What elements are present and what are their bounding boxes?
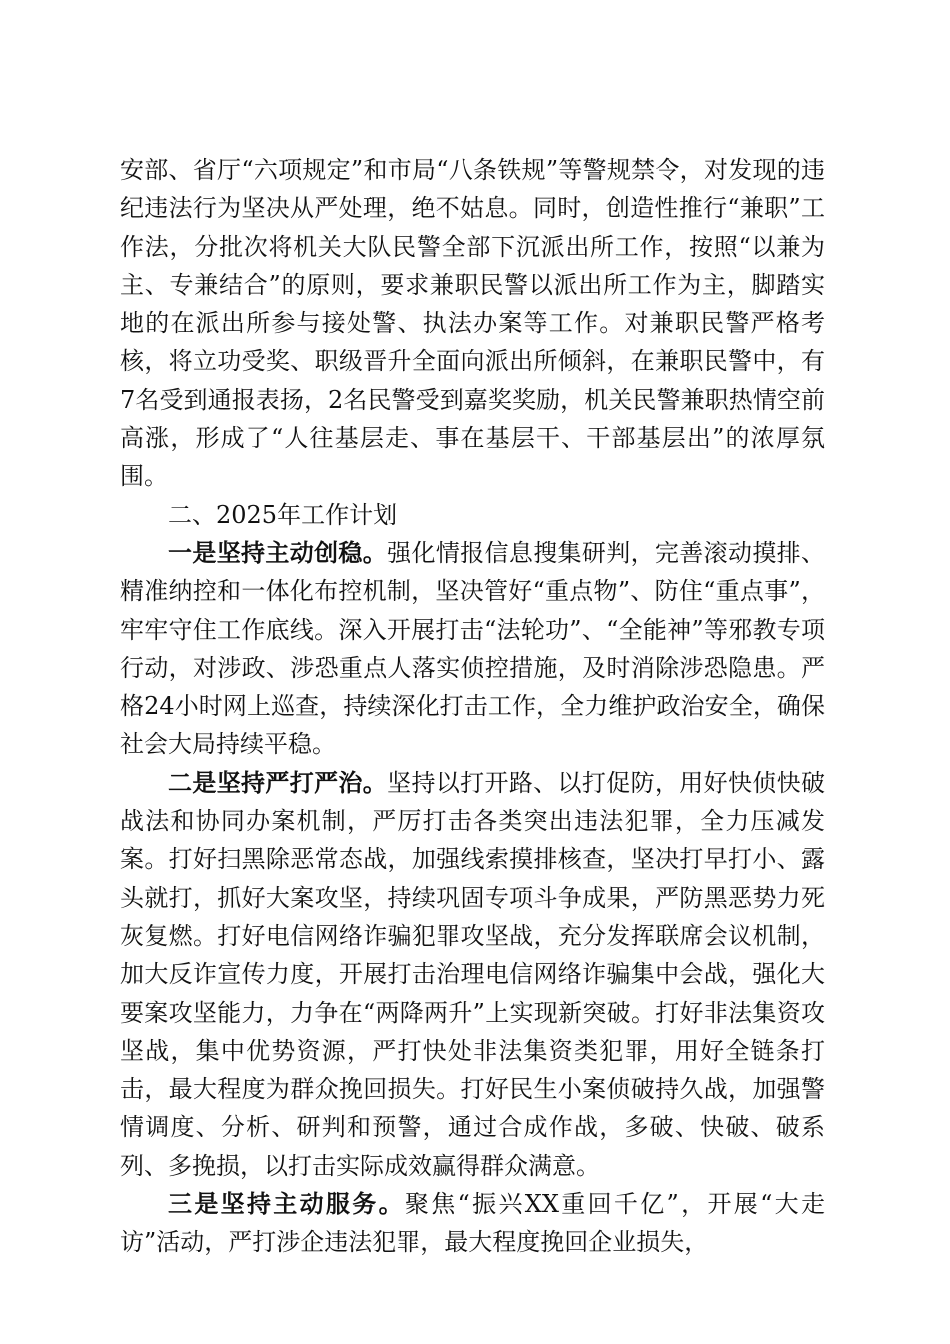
plan-item-body: 聚焦“振兴XX重回千亿”，开展“大走访”活动，严打涉企违法犯罪，最大程度挽回企业损失， <box>120 1190 826 1257</box>
plan-item-stability <box>120 534 825 764</box>
section-heading: 二、2025年工作计划 <box>168 500 398 529</box>
body-paragraph: 安部、省厅“六项规定”和市局“八条铁规”等警规禁令，对发现的违纪违法行为坚决从严处理，绝不姑息。同时，创造性推行“兼职”工作法，分批次将机关大队民警全部下沉派出所工作，按照“以兼为主、专兼结合”的原则，要求兼职民警以派出所工作为主，脚踏实地的在派出所参与接处警、执法办案等工作。对兼职民警严格考核，将立功受奖、职级晋升全面向派出所倾斜，在兼职民警中，有7名受到通报表扬，2名民警受到嘉奖奖励，机关民警兼职热情空前高涨，形成了“人往基层走、事在基层干、干部基层出”的浓厚氛围。 <box>120 156 825 491</box>
plan-item-lead: 二是坚持严打严治。 <box>168 767 388 797</box>
plan-item-service <box>120 1185 825 1262</box>
plan-item-lead: 三是坚持主动服务。 <box>168 1189 405 1219</box>
plan-item-body: 坚持以打开路、以打促防，用好快侦快破战法和协同办案机制，严厉打击各类突出违法犯罪，全力压减发案。打好扫黑除恶常态战，加强线索摸排核查，坚决打早打小、露头就打，抓好大案攻坚，持续巩固专项斗争成果，严防黑恶势力死灰复燃。打好电信网络诈骗犯罪攻坚战，充分发挥联席会议机制，加大反诈宣传力度，开展打击治理电信网络诈骗集中会战，强化大要案攻坚能力，力争在“两降两升”上实现新突破。打好非法集资攻坚战，集中优势资源，严打快处非法集资类犯罪，用好全链条打击，最大程度为群众挽回损失。打好民生小案侦破持久战，加强警情调度、分析、研判和预警，通过合成作战，多破、快破、破系列、多挽损，以打击实际成效赢得群众满意。 <box>120 768 826 1180</box>
plan-item-crackdown <box>120 764 825 1185</box>
plan-item-body: 强化情报信息搜集研判，完善滚动摸排、精准纳控和一体化布控机制，坚决管好“重点物”、防住“重点事”，牢牢守住工作底线。深入开展打击“法轮功”、“全能神”等邪教专项行动，对涉政、涉恐重点人落实侦控措施，及时消除涉恐隐患。严格24小时网上巡查，持续深化打击工作，全力维护政治安全，确保社会大局持续平稳。 <box>120 538 826 759</box>
document-page <box>120 151 825 1262</box>
plan-item-lead: 一是坚持主动创稳。 <box>168 537 388 567</box>
